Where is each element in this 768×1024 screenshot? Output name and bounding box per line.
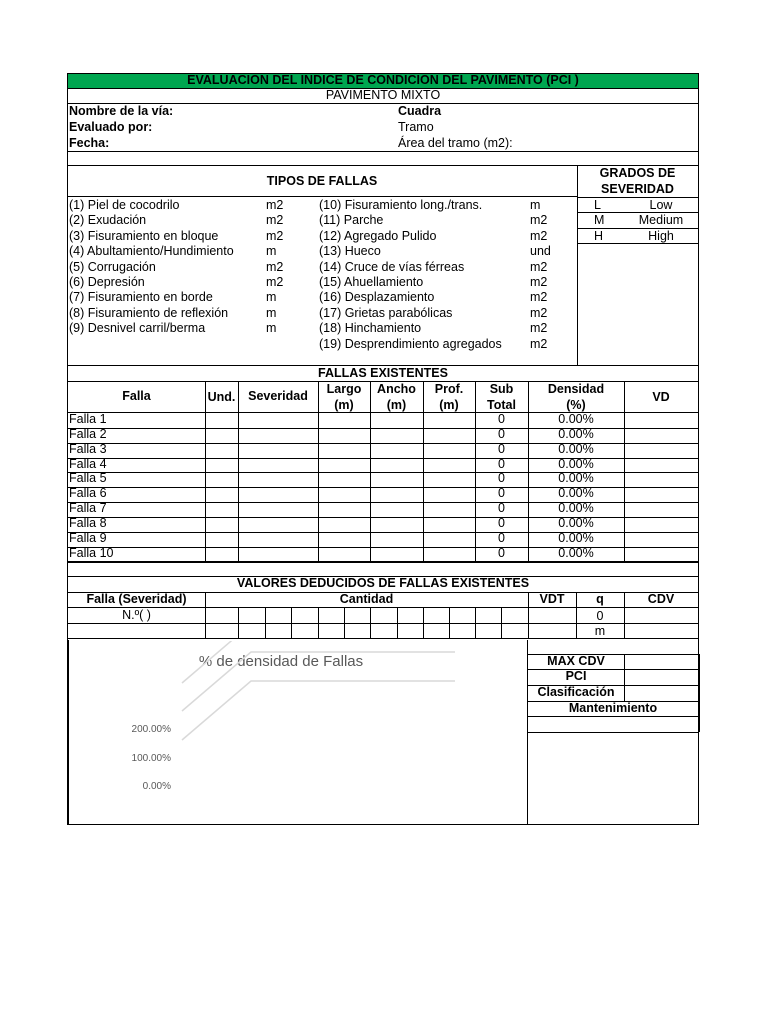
- fault-type-unit: m2: [266, 213, 284, 228]
- evaluated-by-label: Evaluado por:: [69, 120, 153, 134]
- grid-line: [318, 381, 319, 561]
- fault-type-name: (10) Fisuramiento long./trans.: [319, 198, 483, 212]
- severity-code: L: [594, 198, 601, 212]
- grid-line: [67, 638, 699, 639]
- grid-line: [67, 623, 699, 624]
- col-prof: Prof.: [434, 382, 464, 396]
- grid-line: [577, 243, 699, 244]
- density-chart-svg: [69, 641, 526, 824]
- fault-type-name: (8) Fisuramiento de reflexión: [69, 305, 229, 320]
- col-vd: VD: [652, 390, 670, 404]
- fault-row-density: 0.00%: [558, 412, 594, 426]
- fault-type-name: (15) Ahuellamiento: [319, 275, 424, 289]
- fault-row-subtotal: 0: [498, 530, 505, 545]
- chart-series-line: [182, 681, 455, 740]
- fault-row-density: 0.00%: [558, 486, 594, 501]
- grid-line: [318, 607, 319, 638]
- grid-line: [67, 381, 699, 382]
- grid-line: [67, 562, 699, 563]
- fault-type-name: (14) Cruce de vías férreas: [319, 259, 465, 274]
- col-cdv: CDV: [647, 592, 675, 606]
- fault-row-subtotal: 0: [498, 501, 505, 516]
- fault-type-unit: m2: [530, 259, 548, 274]
- block-label: Cuadra: [398, 104, 442, 118]
- fault-row-density: 0.00%: [558, 441, 594, 456]
- grid-line: [370, 607, 371, 638]
- fault-type-name: (1) Piel de cocodrilo: [69, 198, 180, 212]
- fault-type-unit: m2: [266, 259, 284, 274]
- date-label: Fecha:: [69, 136, 110, 150]
- road-name-label: Nombre de la vía:: [69, 104, 174, 118]
- grid-line: [67, 103, 699, 104]
- fault-type-name: (6) Depresión: [69, 275, 145, 289]
- grid-line: [699, 654, 700, 732]
- grid-line: [67, 196, 577, 197]
- grid-line: [397, 607, 398, 638]
- grid-line: [238, 381, 239, 561]
- fault-type-unit: m: [266, 305, 277, 320]
- col-cantidad: Cantidad: [339, 592, 394, 606]
- fault-type-unit: m2: [530, 290, 548, 305]
- fault-row-subtotal: 0: [498, 545, 505, 560]
- grid-line: [449, 607, 450, 638]
- grid-line: [67, 165, 699, 166]
- col-severidad: Severidad: [248, 389, 308, 403]
- col-q: q: [596, 592, 604, 606]
- grid-line: [67, 561, 699, 562]
- grid-line: [501, 607, 502, 638]
- area-label: Área del tramo (m2):: [398, 136, 513, 150]
- fault-type-name: (2) Exudación: [69, 213, 147, 228]
- col-largo: Largo: [326, 382, 362, 396]
- col-subtotal-2: Total: [487, 398, 516, 412]
- grid-line: [475, 607, 476, 638]
- fault-type-name: (16) Desplazamiento: [319, 290, 435, 305]
- grid-line: [67, 547, 699, 548]
- fault-type-unit: m: [266, 244, 277, 259]
- grid-line: [67, 412, 699, 413]
- fault-type-name: (12) Agregado Pulido: [319, 228, 437, 243]
- severity-code: H: [594, 228, 604, 243]
- fault-row-density: 0.00%: [558, 456, 594, 471]
- fault-type-unit: m2: [530, 275, 548, 289]
- fault-row-subtotal: 0: [498, 456, 505, 471]
- grid-line: [67, 365, 699, 366]
- fault-type-unit: m: [530, 198, 541, 212]
- fault-type-unit: m2: [266, 198, 284, 212]
- fault-row-subtotal: 0: [498, 486, 505, 501]
- grid-line: [577, 212, 699, 213]
- fault-row-name: Falla 7: [69, 501, 107, 516]
- grid-line: [577, 228, 699, 229]
- grid-line: [527, 732, 699, 733]
- density-chart: [69, 641, 526, 824]
- severity-heading-2: SEVERIDAD: [601, 182, 674, 196]
- grid-line: [527, 669, 699, 670]
- deducted-row2-q: m: [594, 624, 606, 638]
- grid-line: [68, 640, 69, 825]
- col-falla: Falla: [122, 389, 151, 403]
- form-title: EVALUACION DEL INDICE DE CONDICION DEL PAVIMENTO (PCI ): [187, 73, 579, 87]
- fault-type-unit: m2: [530, 321, 548, 336]
- fault-type-name: (13) Hueco: [319, 244, 381, 259]
- grid-line: [423, 607, 424, 638]
- fault-type-unit: m2: [530, 336, 548, 351]
- grid-line: [528, 381, 529, 561]
- fault-type-name: (7) Fisuramiento en borde: [69, 290, 213, 305]
- fault-type-unit: m: [266, 290, 277, 305]
- grid-line: [624, 592, 625, 638]
- grid-line: [576, 592, 577, 638]
- grid-line: [475, 381, 476, 561]
- fault-row-density: 0.00%: [558, 515, 594, 530]
- deducted-row1-q: 0: [596, 609, 604, 623]
- fault-type-name: (18) Hinchamiento: [319, 321, 422, 336]
- grid-line: [67, 428, 699, 429]
- form-subtitle: PAVIMENTO MIXTO: [325, 88, 441, 102]
- y-tick-label: 0.00%: [142, 781, 171, 792]
- fault-row-subtotal: 0: [498, 471, 505, 486]
- fault-type-name: (19) Desprendimiento agregados: [319, 336, 502, 351]
- y-tick-label: 100.00%: [131, 753, 171, 764]
- existing-faults-heading: FALLAS EXISTENTES: [318, 366, 448, 380]
- grid-line: [624, 381, 625, 561]
- fault-type-unit: m2: [266, 228, 284, 243]
- col-falla-severidad: Falla (Severidad): [86, 592, 187, 606]
- col-prof-unit: (m): [439, 398, 459, 412]
- severity-heading-1: GRADOS DE: [599, 166, 676, 180]
- fault-type-name: (9) Desnivel carril/berma: [69, 321, 206, 336]
- fault-row-subtotal: 0: [498, 515, 505, 530]
- severity-label: High: [648, 228, 674, 243]
- grid-line: [291, 607, 292, 638]
- severity-code: M: [594, 213, 605, 228]
- grid-line: [67, 502, 699, 503]
- grid-line: [423, 381, 424, 561]
- col-vdt: VDT: [539, 592, 565, 606]
- grid-line: [67, 472, 699, 473]
- grid-line: [577, 165, 578, 365]
- grid-line: [67, 88, 699, 89]
- grid-line: [528, 592, 529, 638]
- fault-row-subtotal: 0: [498, 441, 505, 456]
- section-label: Tramo: [398, 120, 434, 134]
- fault-row-subtotal: 0: [498, 412, 505, 426]
- grid-line: [344, 607, 345, 638]
- deducted-row1-falla: N.º( ): [122, 608, 151, 622]
- fault-type-name: (3) Fisuramiento en bloque: [69, 228, 219, 243]
- fault-row-name: Falla 1: [69, 412, 107, 426]
- col-densidad: Densidad: [547, 382, 605, 396]
- fault-type-unit: m: [266, 321, 277, 336]
- y-tick-label: 200.00%: [131, 724, 171, 735]
- grid-line: [67, 576, 699, 577]
- fault-row-name: Falla 3: [69, 441, 107, 456]
- fault-types-heading: TIPOS DE FALLAS: [266, 174, 378, 188]
- fault-row-name: Falla 6: [69, 486, 107, 501]
- grid-line: [238, 607, 239, 638]
- grid-line: [67, 517, 699, 518]
- fault-type-unit: m2: [266, 275, 284, 289]
- deducted-heading: VALORES DEDUCIDOS DE FALLAS EXISTENTES: [236, 576, 530, 590]
- grid-line: [205, 381, 206, 561]
- fault-type-name: (4) Abultamiento/Hundimiento: [69, 244, 234, 259]
- grid-line: [527, 640, 528, 825]
- fault-row-subtotal: 0: [498, 426, 505, 441]
- grid-line: [67, 458, 699, 459]
- fault-type-unit: m2: [530, 305, 548, 320]
- fault-row-density: 0.00%: [558, 501, 594, 516]
- chart-title: % de densidad de Fallas: [198, 653, 364, 670]
- col-ancho: Ancho: [377, 382, 416, 396]
- grid-line: [67, 592, 699, 593]
- fault-type-name: (11) Parche: [319, 213, 384, 228]
- fault-row-name: Falla 5: [69, 471, 107, 486]
- grid-line: [67, 487, 699, 488]
- fault-row-density: 0.00%: [558, 426, 594, 441]
- grid-line: [370, 381, 371, 561]
- grid-line: [527, 685, 699, 686]
- grid-line: [67, 607, 699, 608]
- fault-row-name: Falla 4: [69, 456, 107, 471]
- grid-line: [205, 592, 206, 638]
- fault-row-density: 0.00%: [558, 471, 594, 486]
- grid-line: [577, 197, 699, 198]
- fault-type-unit: m2: [530, 213, 548, 228]
- fault-row-density: 0.00%: [558, 545, 594, 560]
- fault-type-unit: m2: [530, 228, 548, 243]
- fault-row-name: Falla 8: [69, 515, 107, 530]
- severity-label: Medium: [638, 213, 684, 228]
- grid-line: [67, 532, 699, 533]
- fault-row-name: Falla 9: [69, 530, 107, 545]
- fault-row-name: Falla 2: [69, 426, 107, 441]
- grid-line: [527, 654, 699, 655]
- grid-line: [624, 654, 625, 701]
- clasificacion-label: Clasificación: [537, 685, 615, 699]
- grid-line: [67, 443, 699, 444]
- col-densidad-unit: (%): [566, 398, 586, 412]
- pci-label: PCI: [565, 669, 587, 683]
- grid-line: [265, 607, 266, 638]
- fault-type-name: (5) Corrugación: [69, 259, 156, 274]
- grid-line: [67, 151, 699, 152]
- grid-line: [527, 716, 699, 717]
- mantenimiento-label: Mantenimiento: [568, 701, 658, 715]
- col-ancho-unit: (m): [386, 398, 407, 412]
- grid-line: [527, 701, 699, 702]
- fault-type-unit: und: [530, 244, 551, 259]
- col-largo-unit: (m): [334, 398, 354, 412]
- fault-row-density: 0.00%: [558, 530, 594, 545]
- fault-type-name: (17) Grietas parabólicas: [319, 305, 453, 320]
- severity-label: Low: [649, 198, 673, 212]
- fault-row-name: Falla 10: [69, 545, 114, 560]
- col-subtotal: Sub: [489, 382, 514, 396]
- col-und: Und.: [207, 390, 236, 404]
- max-cdv-label: MAX CDV: [547, 654, 605, 668]
